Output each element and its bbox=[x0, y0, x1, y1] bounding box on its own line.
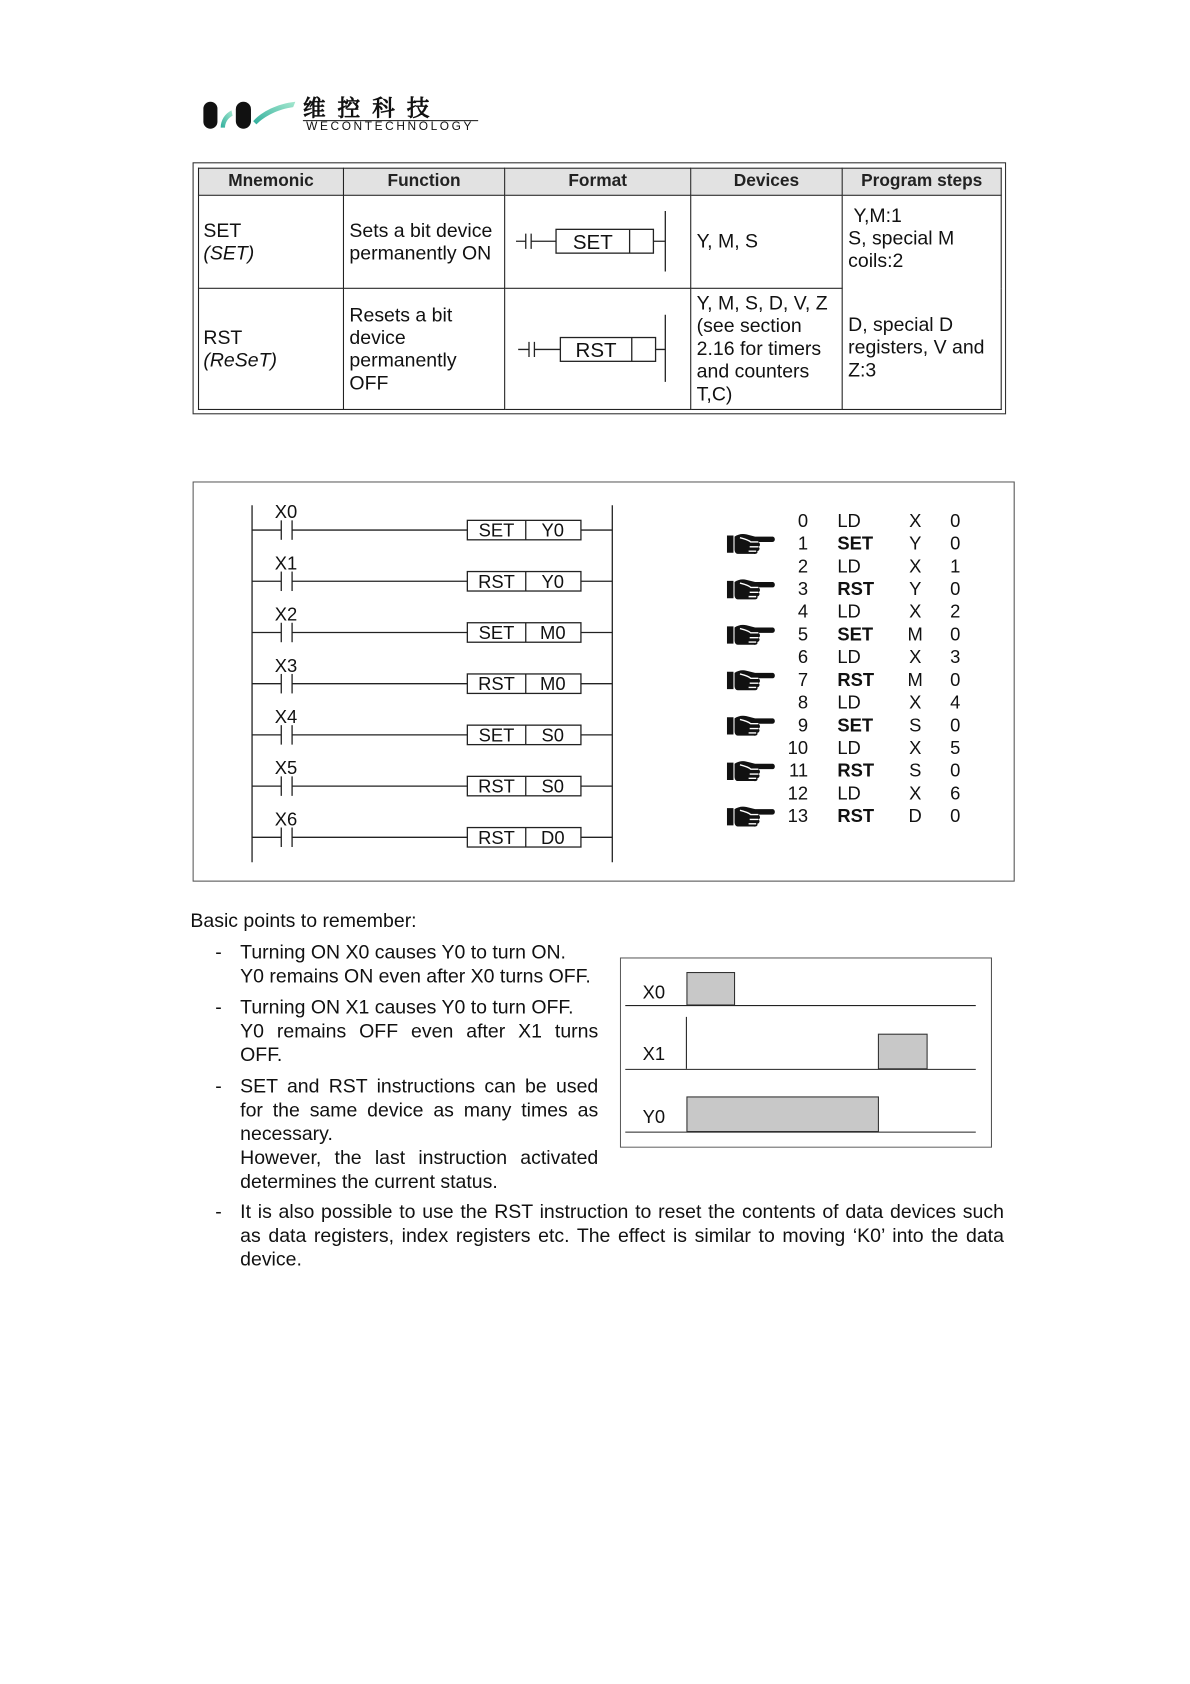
step-device-number: 2 bbox=[950, 600, 961, 622]
step-number: 13 bbox=[787, 805, 809, 827]
bullet-line: for the same device as many times as bbox=[240, 1099, 599, 1121]
step-device-number: 0 bbox=[950, 668, 961, 690]
x0-on-pulse bbox=[687, 973, 735, 1005]
mnemonic-full-name: (SET) bbox=[203, 241, 255, 264]
program-step-row bbox=[727, 714, 960, 735]
step-number: 9 bbox=[797, 714, 809, 736]
signal-label-x1: X1 bbox=[642, 1043, 666, 1065]
program-listing bbox=[727, 510, 960, 827]
mnemonic-cell bbox=[199, 288, 344, 409]
header-function: Function bbox=[343, 168, 504, 195]
header-devices: Devices bbox=[691, 168, 842, 195]
step-device: X bbox=[909, 646, 922, 668]
ladder-rung bbox=[252, 808, 612, 847]
logo-chinese-name: 维控科技 bbox=[302, 95, 442, 122]
pointing-hand-icon bbox=[727, 716, 775, 736]
bullet-item bbox=[240, 995, 598, 1066]
ladder-rungs bbox=[252, 501, 612, 848]
step-instruction: LD bbox=[837, 737, 861, 759]
instruction-mnemonic: SET bbox=[478, 724, 515, 746]
devices-line: Y, M, S bbox=[696, 230, 759, 253]
devices-line: T,C) bbox=[696, 382, 733, 405]
step-number: 6 bbox=[797, 646, 809, 668]
step-instruction: LD bbox=[837, 646, 861, 668]
bullet-line: as data registers, index registers etc. The effect is similar to moving ‘K0’ into the data bbox=[240, 1224, 1004, 1247]
function-cell bbox=[343, 195, 504, 288]
instruction-mnemonic: SET bbox=[478, 519, 515, 541]
ladder-program-figure bbox=[193, 481, 1016, 882]
step-number: 5 bbox=[797, 623, 809, 645]
program-step-row bbox=[788, 737, 961, 758]
function-line: permanently ON bbox=[349, 241, 492, 264]
mnemonic-cell bbox=[199, 195, 344, 288]
instruction-operand: Y0 bbox=[541, 519, 565, 541]
header-mnemonic: Mnemonic bbox=[199, 168, 344, 195]
devices-cell bbox=[691, 195, 842, 288]
bullet-line: Y0 remains OFF even after X1 turns bbox=[240, 1020, 599, 1042]
step-instruction: LD bbox=[837, 782, 861, 804]
step-instruction: LD bbox=[837, 691, 861, 713]
step-number: 12 bbox=[787, 782, 809, 804]
contact-label: X4 bbox=[274, 705, 298, 727]
step-number: 0 bbox=[797, 509, 809, 531]
bullet-line: It is also possible to use the RST instruction to reset the contents of data devices such bbox=[240, 1200, 1004, 1223]
step-instruction: RST bbox=[837, 668, 875, 690]
ladder-rung bbox=[252, 757, 612, 796]
step-device-number: 0 bbox=[950, 759, 961, 781]
bullet-marker: - bbox=[215, 1075, 222, 1097]
bullet-marker: - bbox=[215, 996, 222, 1018]
function-line: device bbox=[349, 326, 406, 348]
bullet-item bbox=[240, 1074, 598, 1193]
format-cell bbox=[505, 195, 691, 288]
pointing-hand-icon bbox=[727, 625, 775, 645]
bullet-item bbox=[240, 940, 598, 988]
instruction-operand: S0 bbox=[541, 775, 565, 797]
contact-label: X3 bbox=[274, 654, 298, 676]
ladder-rung bbox=[252, 655, 612, 694]
step-device: M bbox=[907, 668, 923, 690]
step-device: X bbox=[909, 600, 922, 622]
program-step-row bbox=[727, 623, 960, 644]
program-steps-line: D, special D bbox=[848, 313, 954, 336]
step-device-number: 0 bbox=[950, 577, 961, 599]
bullet-line: Turning ON X0 causes Y0 to turn ON. bbox=[240, 941, 566, 963]
instruction-operand: Y0 bbox=[541, 570, 565, 592]
bullet-line: Y0 remains ON even after X0 turns OFF. bbox=[240, 964, 591, 987]
logo-english-name: WECONTECHNOLOGY bbox=[306, 120, 475, 134]
program-step-row bbox=[727, 760, 960, 781]
step-device-number: 4 bbox=[950, 691, 961, 713]
devices-line: Y, M, S, D, V, Z bbox=[696, 292, 828, 314]
step-number: 7 bbox=[797, 668, 809, 690]
step-device-number: 5 bbox=[950, 737, 961, 759]
contact-label: X5 bbox=[274, 757, 298, 779]
devices-line: 2.16 for timers bbox=[696, 337, 822, 360]
program-steps-line: Z:3 bbox=[848, 359, 877, 381]
instruction-operand: S0 bbox=[541, 724, 565, 746]
step-instruction: RST bbox=[837, 805, 875, 827]
ladder-rung bbox=[252, 604, 612, 643]
program-steps-cell bbox=[842, 195, 1001, 409]
step-device-number: 1 bbox=[950, 555, 961, 577]
step-device-number: 0 bbox=[950, 532, 961, 554]
pointing-hand-icon bbox=[727, 761, 775, 781]
step-number: 2 bbox=[797, 555, 809, 577]
header-format: Format bbox=[505, 168, 691, 195]
bullet-line: device. bbox=[240, 1248, 302, 1271]
mnemonic-full-name: (ReSeT) bbox=[203, 348, 277, 371]
figure-frame bbox=[193, 482, 1014, 881]
bullet-line: SET and RST instructions can be used bbox=[240, 1075, 599, 1097]
devices-cell bbox=[691, 288, 842, 409]
step-device: Y bbox=[909, 577, 922, 599]
program-steps-line: registers, V and bbox=[848, 336, 985, 359]
step-number: 10 bbox=[787, 737, 809, 759]
program-step-row bbox=[727, 805, 960, 826]
program-steps-line: coils:2 bbox=[848, 249, 904, 272]
bullet-marker: - bbox=[215, 941, 222, 963]
step-instruction: SET bbox=[837, 623, 874, 645]
rst-format-diagram bbox=[505, 289, 690, 409]
table-header-row bbox=[199, 168, 1002, 195]
set-format-diagram bbox=[505, 196, 690, 288]
step-device-number: 0 bbox=[950, 805, 961, 827]
step-instruction: LD bbox=[837, 509, 861, 531]
pointing-hand-icon bbox=[727, 534, 775, 554]
program-step-row bbox=[788, 782, 961, 803]
mnemonic: RST bbox=[203, 326, 243, 348]
bullet-line: OFF. bbox=[240, 1043, 283, 1066]
step-device: X bbox=[909, 782, 922, 804]
instruction-table bbox=[193, 162, 1007, 414]
company-logo bbox=[200, 95, 483, 134]
signal-label-x0: X0 bbox=[642, 981, 666, 1003]
function-line: Resets a bit bbox=[349, 303, 453, 326]
function-line: Sets a bit device bbox=[349, 219, 493, 241]
instruction-operand: M0 bbox=[540, 621, 566, 643]
program-step-row bbox=[798, 646, 960, 667]
step-number: 11 bbox=[789, 759, 809, 781]
signal-label-y0: Y0 bbox=[642, 1105, 666, 1127]
step-device: S bbox=[909, 714, 922, 736]
bullet-marker: - bbox=[215, 1200, 222, 1223]
instruction-mnemonic: RST bbox=[478, 775, 515, 797]
instruction-operand: M0 bbox=[540, 673, 566, 695]
devices-line: and counters bbox=[696, 360, 810, 382]
instruction-mnemonic: RST bbox=[478, 673, 515, 695]
step-device-number: 0 bbox=[950, 714, 961, 736]
step-instruction: RST bbox=[837, 577, 875, 599]
devices-line: (see section bbox=[696, 314, 802, 337]
program-step-row bbox=[798, 692, 960, 713]
step-instruction: SET bbox=[837, 532, 874, 554]
step-device: X bbox=[909, 509, 922, 531]
function-line: permanently bbox=[349, 348, 457, 371]
header-program-steps: Program steps bbox=[842, 168, 1001, 195]
timing-chart bbox=[620, 957, 992, 1147]
bullet-line: However, the last instruction activated bbox=[240, 1146, 599, 1169]
x1-on-pulse bbox=[878, 1034, 927, 1069]
table-row-set bbox=[199, 195, 1002, 288]
instruction-mnemonic: RST bbox=[478, 826, 515, 848]
basic-points-heading: Basic points to remember: bbox=[190, 909, 417, 932]
instruction-mnemonic: SET bbox=[478, 621, 515, 643]
contact-label: X1 bbox=[274, 552, 298, 574]
step-device: S bbox=[909, 759, 922, 781]
pointing-hand-icon bbox=[727, 579, 775, 599]
step-device-number: 3 bbox=[950, 646, 961, 668]
step-instruction: RST bbox=[837, 759, 875, 781]
step-number: 1 bbox=[797, 532, 809, 554]
format-cell bbox=[505, 288, 691, 409]
step-device: M bbox=[907, 623, 923, 645]
program-step-row bbox=[798, 555, 960, 576]
ladder-rung bbox=[252, 552, 612, 591]
step-device: X bbox=[909, 691, 922, 713]
program-step-row bbox=[727, 669, 960, 690]
y0-on-pulse bbox=[687, 1097, 878, 1132]
step-instruction: LD bbox=[837, 555, 861, 577]
step-device: D bbox=[908, 805, 922, 827]
format-instruction-label: SET bbox=[572, 230, 613, 254]
step-instruction: SET bbox=[837, 714, 874, 736]
step-device-number: 6 bbox=[950, 782, 961, 804]
function-cell bbox=[343, 288, 504, 409]
ladder-rung bbox=[252, 706, 612, 745]
pointing-hand-icon bbox=[727, 807, 775, 827]
step-number: 3 bbox=[797, 577, 809, 599]
instruction-operand: D0 bbox=[541, 826, 565, 848]
step-number: 4 bbox=[797, 600, 809, 622]
bullet-item bbox=[240, 1200, 1004, 1271]
step-instruction: LD bbox=[837, 600, 861, 622]
mnemonic: SET bbox=[203, 219, 242, 241]
format-instruction-label: RST bbox=[575, 338, 617, 362]
step-device: X bbox=[909, 555, 922, 577]
ladder-rung bbox=[252, 501, 612, 540]
wecon-logo-mark-icon bbox=[200, 97, 300, 132]
instruction-spec-table bbox=[198, 168, 1002, 410]
function-line: OFF bbox=[349, 371, 389, 394]
step-device-number: 0 bbox=[950, 623, 961, 645]
program-step-row bbox=[798, 510, 960, 531]
contact-label: X0 bbox=[274, 501, 298, 523]
contact-label: X2 bbox=[274, 603, 298, 625]
program-step-row bbox=[727, 578, 960, 599]
bullet-line: Turning ON X1 causes Y0 to turn OFF. bbox=[240, 996, 574, 1018]
step-device-number: 0 bbox=[950, 509, 961, 531]
contact-label: X6 bbox=[274, 808, 298, 830]
program-step-row bbox=[727, 533, 960, 554]
pointing-hand-icon bbox=[727, 670, 775, 690]
step-device: X bbox=[909, 737, 922, 759]
step-number: 8 bbox=[797, 691, 809, 713]
step-device: Y bbox=[909, 532, 922, 554]
program-steps-line: Y,M:1 bbox=[853, 204, 902, 227]
bullet-line: necessary. bbox=[240, 1122, 333, 1145]
bullet-line: determines the current status. bbox=[240, 1170, 498, 1193]
program-steps-line: S, special M bbox=[848, 227, 955, 249]
instruction-mnemonic: RST bbox=[478, 570, 515, 592]
program-step-row bbox=[798, 601, 960, 622]
